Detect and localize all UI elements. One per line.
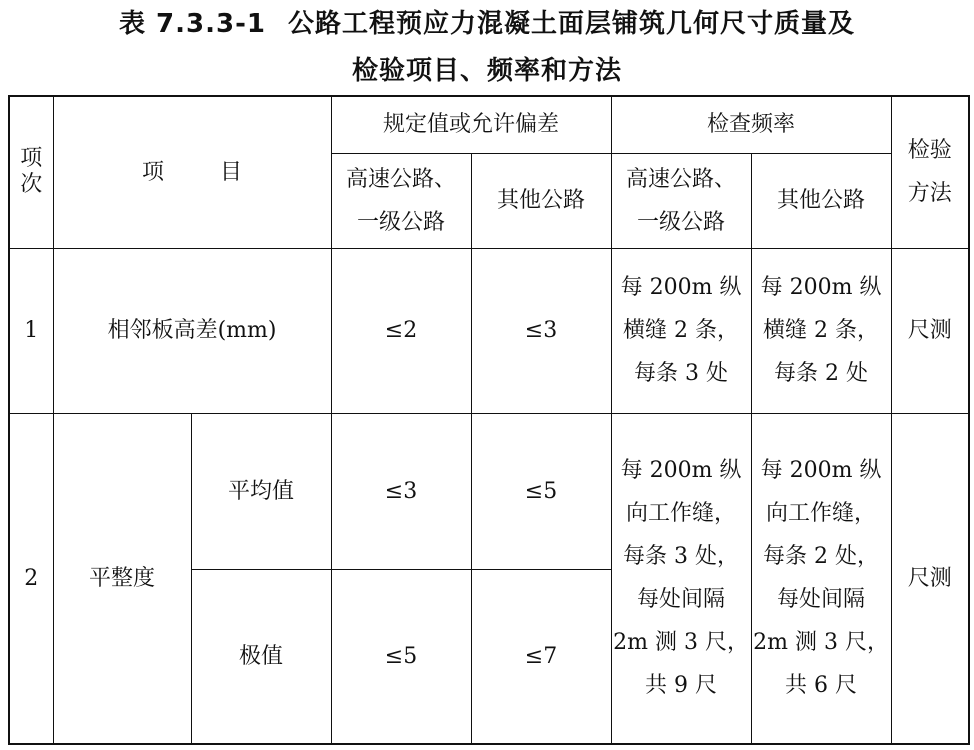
header-method-line1: 检验	[907, 138, 952, 164]
header-row-1	[9, 96, 969, 153]
header-allowed-highway-cell	[331, 153, 471, 248]
row1-frequency-highway-cell	[611, 248, 751, 413]
row2-method-cell: 尺测	[891, 413, 969, 744]
header-frequency-highway-line1: 高速公路、	[626, 166, 737, 192]
row2-frequency-other-line: 每处间隔	[777, 587, 866, 613]
table-row	[9, 413, 969, 569]
row2-frequency-other-line: 每条 2 处，	[763, 544, 880, 570]
row1-allowed-other-cell: ≤3	[471, 248, 611, 413]
header-method-line2: 方法	[907, 181, 952, 207]
row1-frequency-other-line: 每条 2 处	[774, 361, 869, 386]
row1-method-cell: 尺测	[891, 248, 969, 413]
header-index-cell	[9, 96, 53, 248]
row2-frequency-other-line: 2m 测 3 尺，	[753, 630, 889, 656]
row2-frequency-other-line: 共 6 尺	[785, 673, 858, 699]
quality-inspection-table	[8, 95, 970, 745]
table-title-line1	[0, 3, 974, 40]
header-frequency-other-cell: 其他公路	[751, 153, 891, 248]
row2-frequency-highway-line: 共 9 尺	[645, 673, 718, 699]
row1-frequency-highway-line: 每 200m 纵	[620, 275, 742, 300]
row2-item-cell: 平整度	[53, 413, 191, 744]
header-frequency-cell: 检查频率	[611, 96, 891, 153]
row1-frequency-highway-line: 横缝 2 条，	[623, 318, 740, 343]
row2-frequency-other-cell	[751, 413, 891, 744]
header-index-line1: 项	[20, 146, 43, 172]
row2-frequency-other-line: 每 200m 纵	[760, 458, 882, 484]
row2-frequency-highway-line: 每条 3 处，	[623, 544, 740, 570]
row1-index-cell: 1	[9, 248, 53, 413]
table-number: 表 7.3.3-1	[119, 9, 266, 39]
row1-allowed-highway-cell: ≤2	[331, 248, 471, 413]
row2-average-allowed-other: ≤5	[471, 413, 611, 569]
row2-frequency-other-line: 向工作缝，	[766, 501, 877, 527]
header-item-cell: 项 目	[53, 96, 331, 248]
header-index-line2: 次	[20, 172, 43, 198]
row1-item-cell: 相邻板高差(mm)	[53, 248, 331, 413]
header-frequency-highway-cell	[611, 153, 751, 248]
row2-index-cell: 2	[9, 413, 53, 744]
row2-sub-extreme-label: 极值	[191, 569, 331, 744]
row2-frequency-highway-cell	[611, 413, 751, 744]
row2-extreme-allowed-highway: ≤5	[331, 569, 471, 744]
header-allowed-cell: 规定值或允许偏差	[331, 96, 611, 153]
header-allowed-other-cell: 其他公路	[471, 153, 611, 248]
row2-extreme-allowed-other: ≤7	[471, 569, 611, 744]
row2-frequency-highway-line: 每 200m 纵	[620, 458, 742, 484]
table-title-text: 公路工程预应力混凝土面层铺筑几何尺寸质量及	[287, 9, 855, 39]
row2-frequency-highway-line: 向工作缝，	[626, 501, 737, 527]
header-allowed-highway-line2: 一级公路	[357, 209, 446, 235]
table-row	[9, 248, 969, 413]
row2-sub-average-label: 平均值	[191, 413, 331, 569]
header-frequency-highway-line2: 一级公路	[637, 209, 726, 235]
row1-frequency-highway-line: 每条 3 处	[634, 361, 729, 386]
header-allowed-highway-line1: 高速公路、	[346, 166, 457, 192]
table-title-line2: 检验项目、频率和方法	[351, 56, 622, 86]
row2-frequency-highway-line: 每处间隔	[637, 587, 726, 613]
row1-frequency-other-line: 每 200m 纵	[760, 275, 882, 300]
row1-frequency-other-cell	[751, 248, 891, 413]
row2-average-allowed-highway: ≤3	[331, 413, 471, 569]
row2-frequency-highway-line: 2m 测 3 尺，	[613, 630, 749, 656]
header-method-cell	[891, 96, 969, 248]
row1-frequency-other-line: 横缝 2 条，	[763, 318, 880, 343]
